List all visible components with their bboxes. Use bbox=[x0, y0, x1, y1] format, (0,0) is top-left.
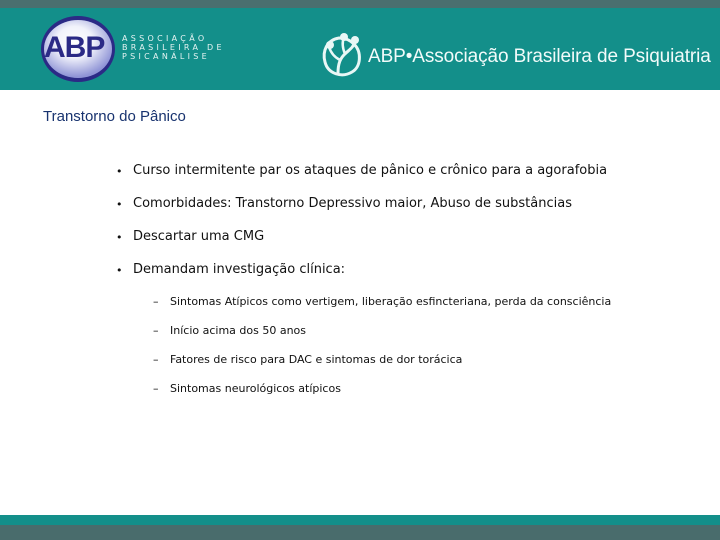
bullet-text: Comorbidades: Transtorno Depressivo maior, Abuso de substâncias bbox=[133, 196, 572, 211]
bullet-text: Curso intermitente par os ataques de pânico e crônico para a agorafobia bbox=[133, 163, 608, 178]
bullet-item bbox=[116, 163, 696, 196]
sub-bullet-marker: – bbox=[153, 382, 159, 395]
sub-bullet-marker: – bbox=[153, 295, 159, 308]
tree-icon bbox=[318, 29, 362, 81]
sub-bullet-item bbox=[153, 382, 696, 411]
sub-bullet-text: Sintomas Atípicos como vertigem, liberação esfincteriana, perda da consciência bbox=[170, 295, 612, 308]
abp-brand-abbrev: ABP bbox=[368, 46, 406, 67]
header-banner bbox=[0, 8, 720, 90]
bullet-text: Demandam investigação clínica: bbox=[133, 262, 346, 277]
bullet-item bbox=[116, 229, 696, 262]
bullet-marker: • bbox=[116, 231, 123, 244]
bullet-item bbox=[116, 262, 696, 295]
sub-bullet-text: Fatores de risco para DAC e sintomas de dor torácica bbox=[170, 353, 463, 366]
abp-psicanalise-logo bbox=[40, 15, 225, 85]
bullet-text: Descartar uma CMG bbox=[133, 229, 265, 244]
sub-bullet-item bbox=[153, 295, 696, 324]
abp-mark-text: ABP bbox=[44, 31, 105, 64]
sub-bullet-item bbox=[153, 353, 696, 382]
bullet-marker: • bbox=[116, 264, 123, 277]
bullet-item bbox=[116, 196, 696, 229]
bullet-marker: • bbox=[116, 165, 123, 178]
abp-logo-line: PSICANÁLISE bbox=[122, 52, 211, 61]
footer-gray-band bbox=[0, 525, 720, 540]
abp-psiquiatria-logo bbox=[318, 29, 711, 87]
slide-title: Transtorno do Pânico bbox=[43, 108, 186, 125]
slide-content bbox=[116, 163, 696, 411]
brand-separator: • bbox=[405, 46, 413, 67]
abp-logo-text bbox=[122, 34, 225, 61]
sub-bullet-text: Sintomas neurológicos atípicos bbox=[170, 382, 341, 395]
sub-bullet-marker: – bbox=[153, 324, 159, 337]
abp-logo-line: ASSOCIAÇÃO bbox=[122, 34, 208, 43]
abp-logo-line: BRASILEIRA DE bbox=[122, 43, 225, 52]
sub-bullet-marker: – bbox=[153, 353, 159, 366]
abp-psiquiatria-brand bbox=[368, 46, 711, 68]
sub-bullet-item bbox=[153, 324, 696, 353]
abp-brand-name: Associação Brasileira de Psiquiatria bbox=[412, 46, 711, 67]
footer-teal-band bbox=[0, 515, 720, 525]
sub-bullet-text: Início acima dos 50 anos bbox=[170, 324, 307, 337]
footer-strip bbox=[0, 515, 720, 540]
top-border-strip bbox=[0, 0, 720, 8]
bullet-marker: • bbox=[116, 198, 123, 211]
